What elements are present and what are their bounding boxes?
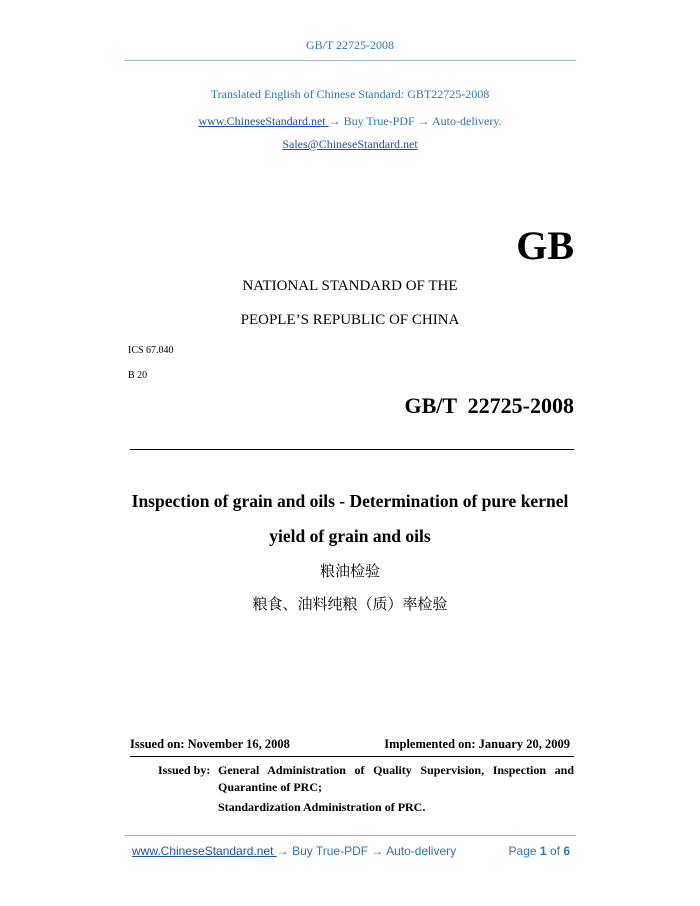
class-code: B 20 [128,370,148,381]
issuer-line2: Quarantine of PRC; [218,780,322,794]
title-divider [130,449,574,450]
of-label: of [549,844,560,858]
national-line2: PEOPLE’S REPUBLIC OF CHINA [240,312,460,328]
site-link[interactable]: www.ChineseStandard.net [198,114,329,128]
header-code: GB/T 22725-2008 [305,38,395,52]
issuer-line1: General Administration of Quality Supervision, Inspection and [218,763,574,777]
national-line1: NATIONAL STANDARD OF THE [242,278,458,294]
title-en-line2: yield of grain and oils [269,526,431,546]
title-en-line1: Inspection of grain and oils - Determination of pure kernel [131,491,569,511]
footer-links-rest: → Buy True-PDF → Auto-delivery [276,844,457,858]
banner-line1: Translated English of Chinese Standard: GBT22725-2008 [210,87,490,101]
standard-number: GB/T 22725-2008 [404,393,574,418]
dates-divider [130,756,574,757]
gb-logo: GB [516,223,574,268]
page-label: Page [508,844,537,858]
ics-code: ICS 67.040 [128,345,174,356]
banner-email-row [0,137,700,152]
banner-line2-rest: → Buy True-PDF → Auto-delivery. [328,114,502,128]
issued-by-label: Issued by: [158,763,211,777]
implemented-date: Implemented on: January 20, 2009 [384,737,570,751]
title-zh-line2: 粮食、油料纯粮（质）率检验 [252,595,448,613]
footer-divider [124,835,576,836]
footer-site-link[interactable]: www.ChineseStandard.net [132,844,277,858]
header-divider [124,60,576,61]
email-link[interactable]: Sales@ChineseStandard.net [282,137,418,151]
footer-links [132,844,456,858]
banner-line2 [0,114,700,129]
page-number: 1 [539,844,547,858]
page-indicator [509,844,570,858]
issued-date: Issued on: November 16, 2008 [130,737,290,751]
title-zh-line1: 粮油检验 [319,562,380,580]
page-total: 6 [563,844,570,858]
issuer-line3: Standardization Administration of PRC. [218,800,426,814]
